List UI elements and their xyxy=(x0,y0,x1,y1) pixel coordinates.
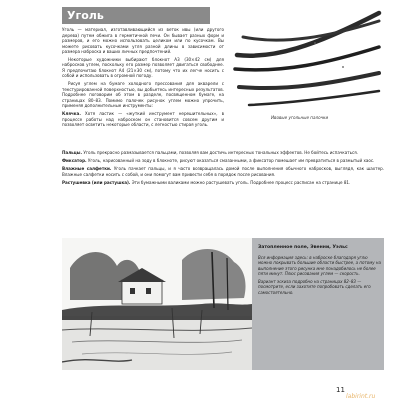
paragraph-text: Уголь, нарисованный на зоду в блокноте, рисуют оказаться смазанными, а фиксатор помешает им превратиться в размытый хаос. xyxy=(86,158,375,164)
panel-text xyxy=(258,255,382,298)
paragraph xyxy=(62,180,384,186)
paragraph xyxy=(62,158,384,164)
paragraph-text: Некоторые художники выбирают блокнот А3 (30×42 см) для набросков углем, поскольку его размер позволяет двигаться свободнее. Я предпочитаю блокнот А4 (21×30 см), потому что их легче носить с собой и использовать в огромной погоду. xyxy=(62,56,224,79)
watermark: labirint.ru xyxy=(346,393,376,400)
panel-paragraph: Вся информация здесь: в наброске благодаря углю можно покрывать большие области быстрее, а потому на выполнение этого рисунка мне понадобилось не более пяти минут. Плюс рисования углем — скорость. xyxy=(258,255,381,276)
paragraph xyxy=(62,150,384,156)
paragraph-text: Хотя ластик — «жуткий инструмент нерешительных», в процессе работы над наброском он становится совсем другим и позволяет осветить некоторые области, с легкостью стирая уголь. xyxy=(62,111,224,128)
term: Влажные салфетки. xyxy=(62,166,112,172)
paragraph xyxy=(62,57,224,79)
paragraph xyxy=(62,27,224,55)
tools-text xyxy=(62,150,384,188)
term: Пальцы. xyxy=(62,150,83,155)
charcoal-sketch-image xyxy=(62,238,252,370)
intro-text xyxy=(62,27,224,130)
charcoal-sticks-image xyxy=(233,7,383,112)
paragraph xyxy=(62,81,224,109)
image-caption: Ивовые угольные палочки xyxy=(271,115,329,120)
paragraph-text: Рисуя углем на бумаге холодного прессования для акварели с текстурированной поверхностью, вы добьетесь интересных результатов. Подробнее поговорим об этом в разделе, посвященном бумаге, на страницах 80–83. Помимо палочек рисунок углем можно упрочить, применяя дополнительные инструменты: xyxy=(62,81,224,109)
paragraph-text: Эти бумажными валиками можно растушевать уголь. Подробнее процесс расписан на странице 81. xyxy=(130,179,351,185)
panel-paragraph: Вариант эскиза подробно на страницах 82–83 — посмотрите, если захотите попробовать сделать его самостоятельно. xyxy=(258,279,371,295)
paragraph-text: Уголь — материал, изготавливающийся из веток ивы (или другого дерева) путем обжига в герметичной печи. Он бывает разных форм и размеров, и его можно использовать целиком или по кусочкам. Вы можете рисовать кусочками угля разной длины в зависимости от размера наброска и ваших личных предпочтений. xyxy=(62,27,224,54)
paragraph-text: Уголь прекрасно размазывается пальцами, позволяя вам достичь интересных тональных эффектов. Не бойтесь испачкаться. xyxy=(82,150,359,155)
paragraph xyxy=(62,111,224,128)
page-number: 11 xyxy=(336,386,345,394)
term: Фиксатор. xyxy=(62,158,87,164)
sketch-image-frame xyxy=(62,238,252,370)
paragraph-text: Уголь пачкает пальцы, и я часто возвращалась домой после выполнения обычного набросков, выглядя, как шахтер. Влажные салфетки носить с собой, и они помогут вам привести себя в порядок после рисования. xyxy=(62,166,384,177)
section-title: Уголь xyxy=(62,7,210,24)
term: Растушевка (или растушка). xyxy=(62,179,131,185)
term: Клячка. xyxy=(62,111,81,117)
panel-title: Затопленное поле, Эвенни, Уэльс xyxy=(258,245,348,250)
paragraph xyxy=(62,166,384,177)
